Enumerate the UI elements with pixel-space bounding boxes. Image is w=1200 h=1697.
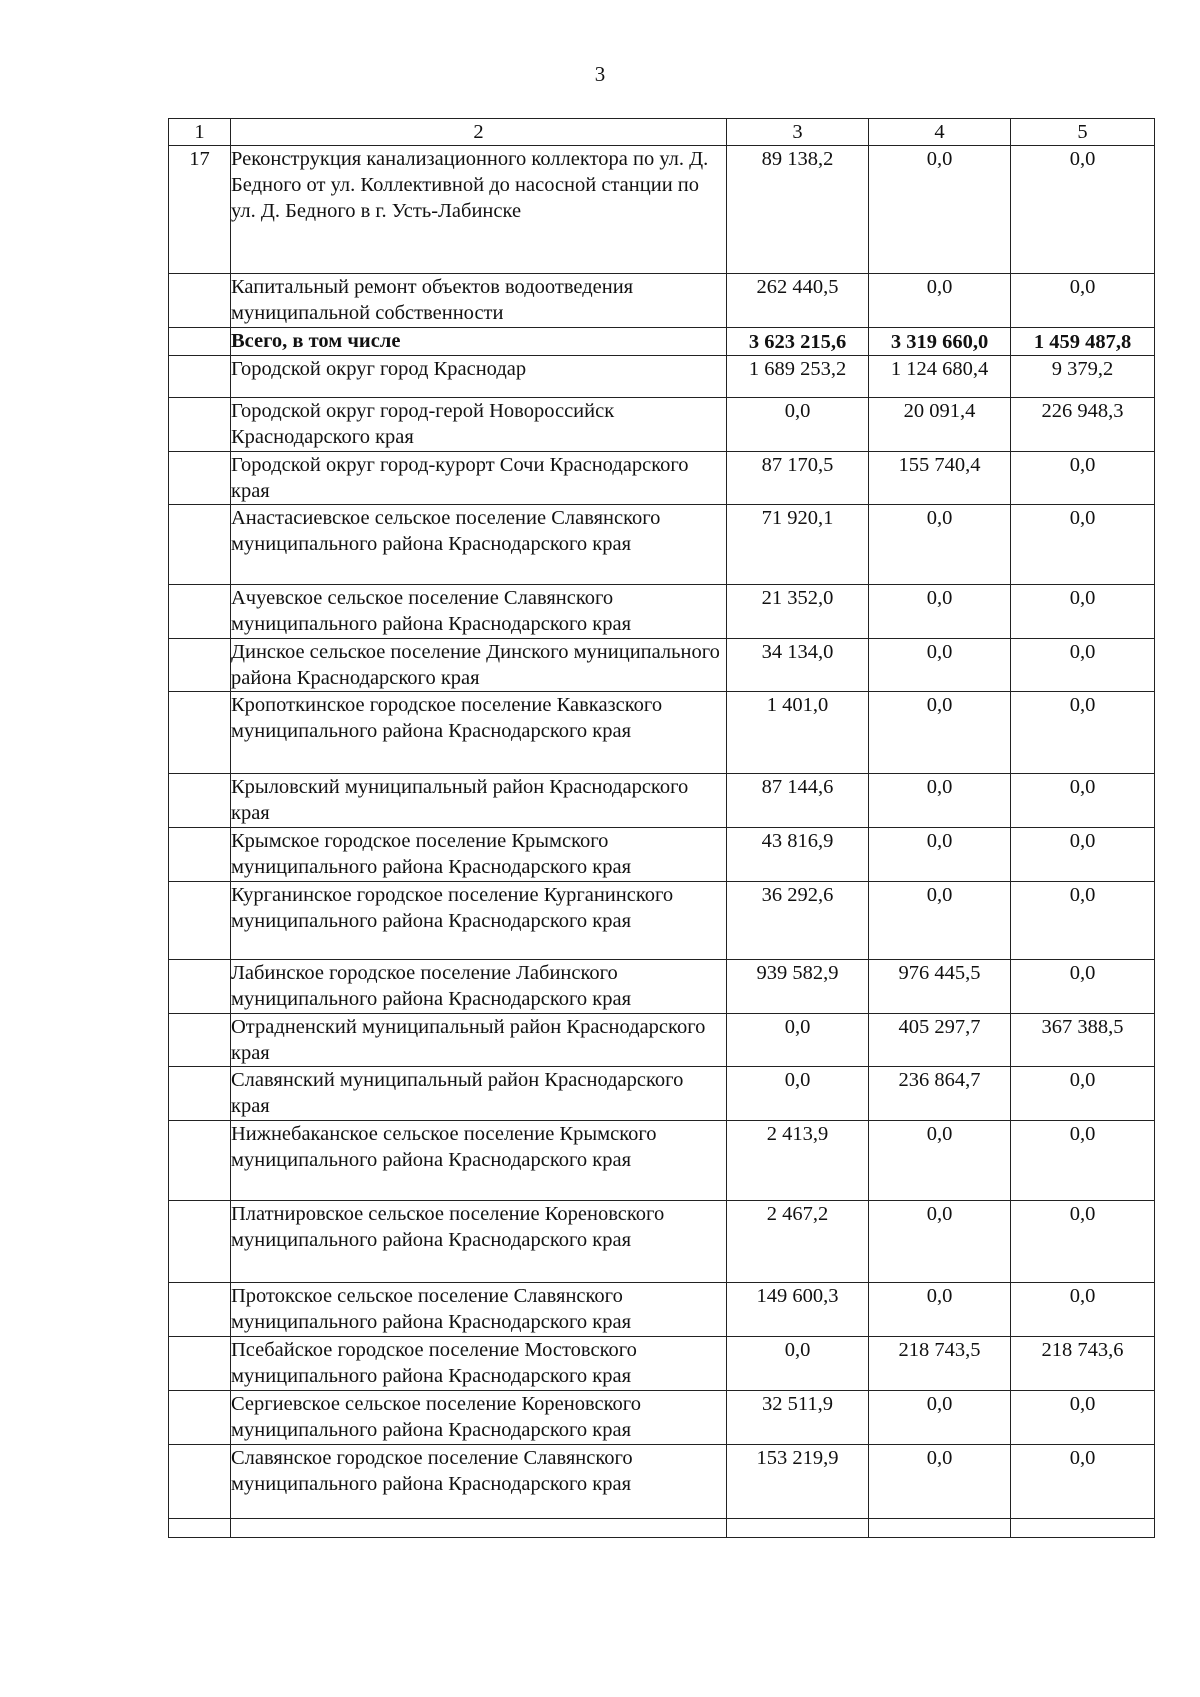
column-number: 5 [1011, 119, 1155, 146]
empty-cell [169, 1519, 231, 1538]
value-col-4: 3 319 660,0 [869, 328, 1011, 356]
row-index [169, 774, 231, 828]
value-col-3: 0,0 [727, 1067, 869, 1121]
table-row [169, 1391, 1155, 1445]
empty-cell [231, 1519, 727, 1538]
empty-cell [1011, 1519, 1155, 1538]
value-col-3: 34 134,0 [727, 639, 869, 692]
value-col-5: 0,0 [1011, 828, 1155, 882]
value-col-3: 939 582,9 [727, 960, 869, 1014]
value-col-3: 0,0 [727, 1337, 869, 1391]
row-name: Платнировское сельское поселение Кореновского муниципального района Краснодарского края [231, 1201, 727, 1283]
value-col-5: 0,0 [1011, 505, 1155, 585]
value-col-5: 0,0 [1011, 585, 1155, 639]
value-col-5: 0,0 [1011, 774, 1155, 828]
value-col-3: 87 144,6 [727, 774, 869, 828]
table-row [169, 452, 1155, 505]
row-name: Городской округ город-герой Новороссийск Краснодарского края [231, 398, 727, 452]
table-row [169, 356, 1155, 398]
table-row [169, 882, 1155, 960]
row-index [169, 1391, 231, 1445]
value-col-5: 0,0 [1011, 1391, 1155, 1445]
row-index [169, 1201, 231, 1283]
value-col-4: 0,0 [869, 1283, 1011, 1337]
row-index [169, 1067, 231, 1121]
table-row [169, 398, 1155, 452]
value-col-5: 218 743,6 [1011, 1337, 1155, 1391]
row-name: Славянский муниципальный район Краснодарского края [231, 1067, 727, 1121]
table-row [169, 1014, 1155, 1067]
value-col-4: 0,0 [869, 774, 1011, 828]
row-name: Псебайское городское поселение Мостовского муниципального района Краснодарского края [231, 1337, 727, 1391]
value-col-4: 20 091,4 [869, 398, 1011, 452]
row-name: Лабинское городское поселение Лабинского муниципального района Краснодарского края [231, 960, 727, 1014]
row-name: Реконструкция канализационного коллектора по ул. Д. Бедного от ул. Коллективной до насосной станции по ул. Д. Бедного в г. Усть-Лабинске [231, 146, 727, 274]
value-col-5: 0,0 [1011, 639, 1155, 692]
row-name: Нижнебаканское сельское поселение Крымского муниципального района Краснодарского края [231, 1121, 727, 1201]
total-row [169, 328, 1155, 356]
table-row [169, 692, 1155, 774]
row-name: Капитальный ремонт объектов водоотведения муниципальной собственности [231, 274, 727, 328]
value-col-3: 21 352,0 [727, 585, 869, 639]
row-index [169, 505, 231, 585]
table-row [169, 1337, 1155, 1391]
value-col-5: 0,0 [1011, 1201, 1155, 1283]
value-col-5: 367 388,5 [1011, 1014, 1155, 1067]
row-index [169, 1283, 231, 1337]
row-name: Кропоткинское городское поселение Кавказского муниципального района Краснодарского края [231, 692, 727, 774]
value-col-3: 1 689 253,2 [727, 356, 869, 398]
value-col-3: 43 816,9 [727, 828, 869, 882]
row-index [169, 828, 231, 882]
row-index [169, 585, 231, 639]
value-col-3: 87 170,5 [727, 452, 869, 505]
value-col-4: 0,0 [869, 692, 1011, 774]
column-number: 3 [727, 119, 869, 146]
column-number: 2 [231, 119, 727, 146]
column-number: 1 [169, 119, 231, 146]
table-row [169, 828, 1155, 882]
value-col-5: 0,0 [1011, 882, 1155, 960]
value-col-3: 71 920,1 [727, 505, 869, 585]
table-row [169, 1201, 1155, 1283]
value-col-4: 1 124 680,4 [869, 356, 1011, 398]
value-col-5: 0,0 [1011, 146, 1155, 274]
value-col-5: 0,0 [1011, 274, 1155, 328]
row-index [169, 882, 231, 960]
table-row [169, 774, 1155, 828]
row-name: Сергиевское сельское поселение Кореновского муниципального района Краснодарского края [231, 1391, 727, 1445]
row-index [169, 639, 231, 692]
value-col-4: 0,0 [869, 1201, 1011, 1283]
value-col-4: 0,0 [869, 639, 1011, 692]
column-number: 4 [869, 119, 1011, 146]
value-col-5: 0,0 [1011, 960, 1155, 1014]
value-col-4: 0,0 [869, 1391, 1011, 1445]
value-col-5: 1 459 487,8 [1011, 328, 1155, 356]
page-number: 3 [594, 62, 606, 86]
value-col-4: 0,0 [869, 882, 1011, 960]
value-col-4: 0,0 [869, 828, 1011, 882]
budget-table [168, 118, 1155, 1538]
value-col-3: 0,0 [727, 1014, 869, 1067]
value-col-3: 2 467,2 [727, 1201, 869, 1283]
table-end-row [169, 1519, 1155, 1538]
value-col-4: 0,0 [869, 146, 1011, 274]
row-name: Всего, в том числе [231, 328, 727, 356]
row-index [169, 328, 231, 356]
empty-cell [869, 1519, 1011, 1538]
row-name: Ачуевское сельское поселение Славянского муниципального района Краснодарского края [231, 585, 727, 639]
table-row [169, 1445, 1155, 1519]
value-col-4: 405 297,7 [869, 1014, 1011, 1067]
value-col-5: 0,0 [1011, 452, 1155, 505]
row-index [169, 452, 231, 505]
table-row [169, 1283, 1155, 1337]
table-row [169, 1067, 1155, 1121]
row-index [169, 1014, 231, 1067]
row-index [169, 1445, 231, 1519]
row-name: Крыловский муниципальный район Краснодарского края [231, 774, 727, 828]
value-col-3: 0,0 [727, 398, 869, 452]
value-col-3: 32 511,9 [727, 1391, 869, 1445]
table-row [169, 274, 1155, 328]
table-row [169, 585, 1155, 639]
row-name: Курганинское городское поселение Курганинского муниципального района Краснодарского края [231, 882, 727, 960]
value-col-5: 0,0 [1011, 1445, 1155, 1519]
row-index [169, 398, 231, 452]
value-col-3: 89 138,2 [727, 146, 869, 274]
value-col-3: 3 623 215,6 [727, 328, 869, 356]
row-name: Отрадненский муниципальный район Краснодарского края [231, 1014, 727, 1067]
value-col-4: 0,0 [869, 274, 1011, 328]
value-col-4: 0,0 [869, 585, 1011, 639]
row-index [169, 692, 231, 774]
value-col-5: 226 948,3 [1011, 398, 1155, 452]
value-col-5: 9 379,2 [1011, 356, 1155, 398]
value-col-3: 1 401,0 [727, 692, 869, 774]
column-number-row [169, 119, 1155, 146]
row-index [169, 1337, 231, 1391]
value-col-3: 2 413,9 [727, 1121, 869, 1201]
value-col-5: 0,0 [1011, 1121, 1155, 1201]
value-col-3: 36 292,6 [727, 882, 869, 960]
value-col-4: 155 740,4 [869, 452, 1011, 505]
value-col-4: 0,0 [869, 1121, 1011, 1201]
table-body [169, 119, 1155, 1538]
value-col-3: 262 440,5 [727, 274, 869, 328]
value-col-5: 0,0 [1011, 1283, 1155, 1337]
row-name: Городской округ город-курорт Сочи Краснодарского края [231, 452, 727, 505]
table-row [169, 146, 1155, 274]
row-name: Славянское городское поселение Славянского муниципального района Краснодарского края [231, 1445, 727, 1519]
row-index: 17 [169, 146, 231, 274]
row-index [169, 356, 231, 398]
table-row [169, 639, 1155, 692]
row-name: Городской округ город Краснодар [231, 356, 727, 398]
row-index [169, 274, 231, 328]
row-index [169, 1121, 231, 1201]
row-name: Анастасиевское сельское поселение Славянского муниципального района Краснодарского края [231, 505, 727, 585]
table-row [169, 960, 1155, 1014]
value-col-3: 149 600,3 [727, 1283, 869, 1337]
row-name: Протокское сельское поселение Славянского муниципального района Краснодарского края [231, 1283, 727, 1337]
value-col-4: 976 445,5 [869, 960, 1011, 1014]
row-name: Крымское городское поселение Крымского муниципального района Краснодарского края [231, 828, 727, 882]
value-col-4: 218 743,5 [869, 1337, 1011, 1391]
table-row [169, 505, 1155, 585]
table-row [169, 1121, 1155, 1201]
row-name: Динское сельское поселение Динского муниципального района Краснодарского края [231, 639, 727, 692]
value-col-4: 0,0 [869, 1445, 1011, 1519]
value-col-5: 0,0 [1011, 1067, 1155, 1121]
value-col-5: 0,0 [1011, 692, 1155, 774]
empty-cell [727, 1519, 869, 1538]
value-col-4: 0,0 [869, 505, 1011, 585]
value-col-3: 153 219,9 [727, 1445, 869, 1519]
value-col-4: 236 864,7 [869, 1067, 1011, 1121]
row-index [169, 960, 231, 1014]
